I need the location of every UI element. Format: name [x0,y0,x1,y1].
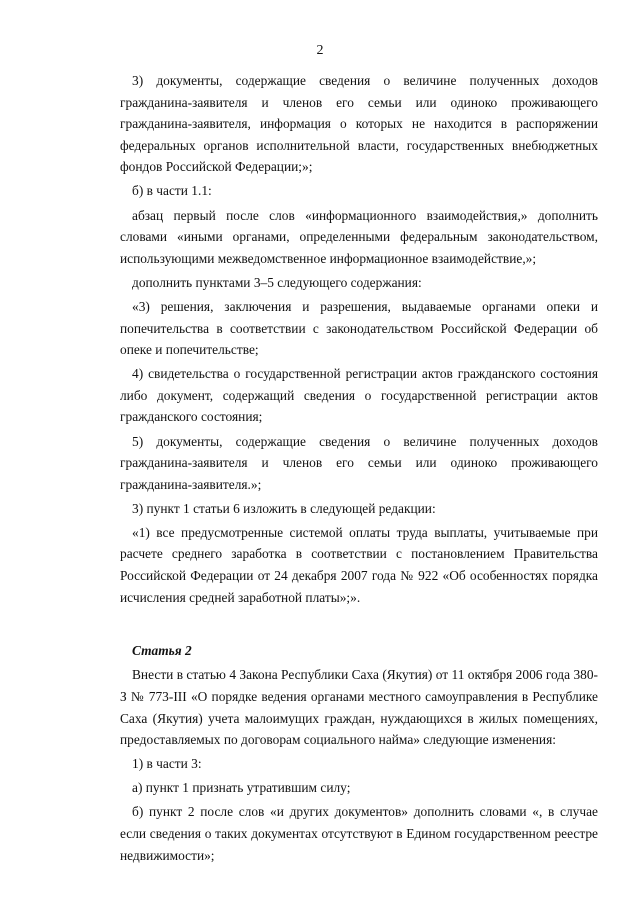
paragraph: «1) все предусмотренные системой оплаты труда выплаты, учитываемые при расчете среднего заработка в соответствии с постановлением Правительства Российской Федерации от 24 декабря 2007 года № 922 «Об особенностях порядка исчисления средней заработной платы»;». [120,524,598,605]
paragraph: а) пункт 1 признать утратившим силу; [132,780,351,796]
paragraph: б) пункт 2 после слов «и других документов» дополнить словами «, в случае если сведения о таких документах отсутствуют в Едином государственном реестре недвижимости»; [120,804,598,863]
paragraph: б) в части 1.1: [132,183,212,199]
paragraph: абзац первый после слов «информационного взаимодействия,» дополнить словами «иными органами, определенными федеральным законодательством, использующими межведомственное информационное взаимодействие,»; [120,207,598,266]
paragraph: 3) документы, содержащие сведения о величине полученных доходов гражданина-заявителя и членов его семьи или одиноко проживающего гражданина-заявителя, информация о которых не находится в распоряжении федеральных органов исполнительной власти, государственных внебюджетных фондов Российской Федерации;»; [120,73,598,175]
paragraph: «3) решения, заключения и разрешения, выдаваемые органами опеки и попечительства в соответствии с законодательством Российской Федерации об опеке и попечительстве; [120,298,598,358]
paragraph: дополнить пунктами 3–5 следующего содержания: [132,274,422,290]
paragraph: 4) свидетельства о государственной регистрации актов гражданского состояния либо документ, содержащий сведения о государственной регистрации актов гражданского состояния; [120,366,598,425]
document-body [120,70,598,869]
paragraph: 3) пункт 1 статьи 6 изложить в следующей редакции: [132,500,436,516]
article-heading: Статья 2 [132,643,192,659]
paragraph: 1) в части 3: [132,756,202,772]
paragraph: 5) документы, содержащие сведения о величине полученных доходов гражданина-заявителя и членов его семьи или одиноко проживающего гражданина-заявителя.»; [120,433,598,492]
paragraph: Внести в статью 4 Закона Республики Саха (Якутия) от 11 октября 2006 года 380-З № 773-III «О порядке ведения органами местного самоуправления в Республике Саха (Якутия) учета малоимущих граждан, нуждающихся в жилых помещениях, предоставляемых по договорам социального найма» следующие изменения: [120,667,598,748]
page-number: 2 [316,43,324,58]
